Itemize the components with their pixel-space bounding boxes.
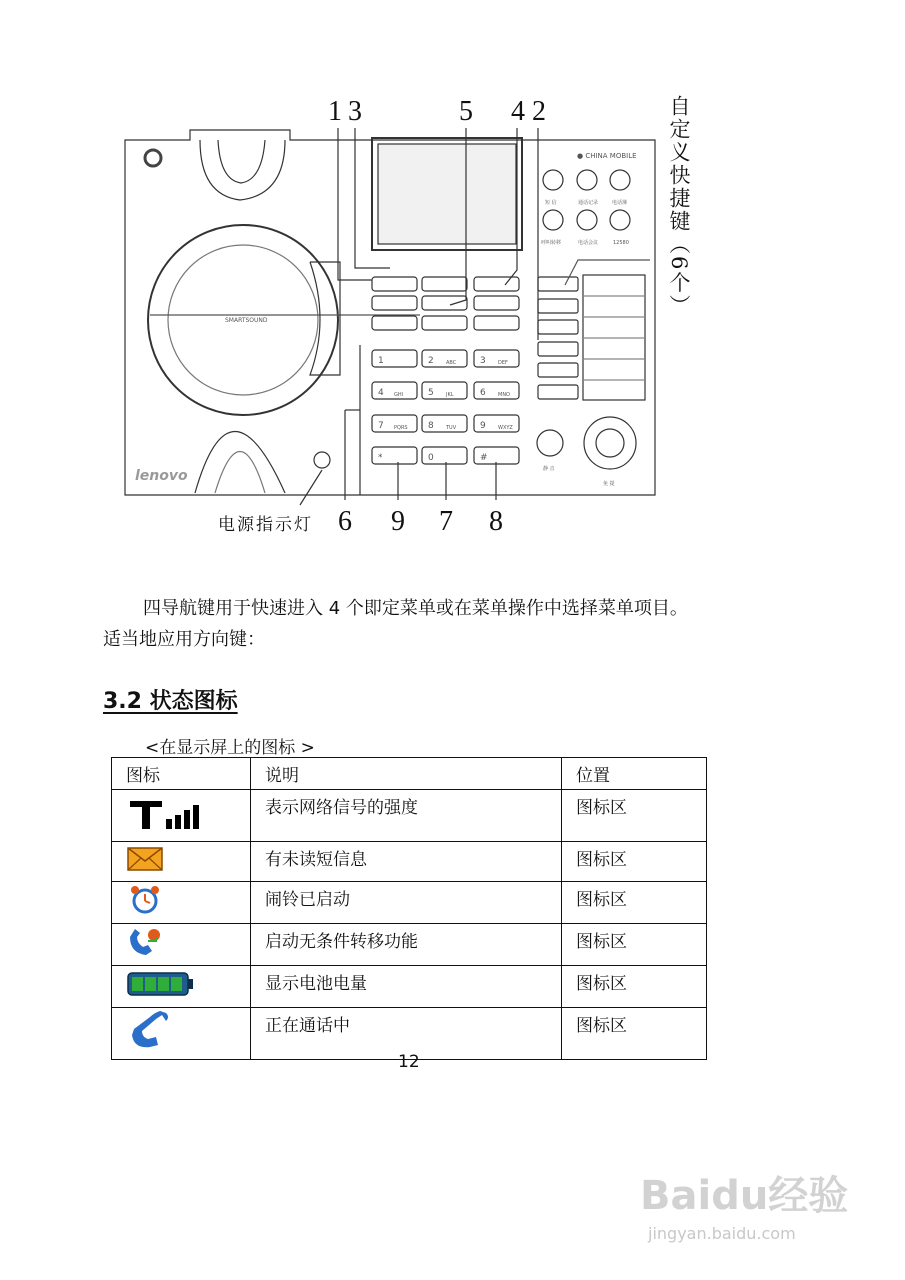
row-location: 图标区 [562, 924, 707, 966]
svg-text:JKL: JKL [446, 392, 454, 398]
svg-text:1: 1 [378, 356, 384, 366]
svg-text:WXYZ: WXYZ [498, 425, 513, 431]
row-description: 闹铃已启动 [251, 882, 562, 924]
svg-text:呼叫转移: 呼叫转移 [541, 240, 562, 246]
signal-strength-icon [126, 793, 206, 833]
svg-text:6: 6 [480, 388, 486, 398]
battery-icon [126, 969, 196, 999]
row-location: 图标区 [562, 882, 707, 924]
svg-text:ABC: ABC [446, 360, 457, 366]
table-caption: <在显示屏上的图标 > [145, 738, 315, 758]
in-call-icon [126, 1011, 176, 1051]
svg-text:lenovo: lenovo [135, 468, 188, 484]
row-description: 有未读短信息 [251, 842, 562, 882]
table-row [112, 882, 707, 924]
table-row [112, 924, 707, 966]
custom-shortcut-label: 自定义快捷键（6个） [667, 95, 691, 318]
header-description: 说明 [251, 758, 562, 790]
svg-text:通话记录: 通话记录 [578, 200, 599, 206]
row-location: 图标区 [562, 1008, 707, 1060]
svg-text:TUV: TUV [446, 425, 457, 431]
svg-text:PQRS: PQRS [394, 425, 408, 431]
callout-8: 8 [489, 506, 503, 537]
callout-4: 4 [511, 96, 525, 127]
svg-text:电话会议: 电话会议 [578, 240, 599, 246]
svg-text:SMARTSOUND: SMARTSOUND [225, 317, 268, 324]
row-location: 图标区 [562, 790, 707, 842]
row-location: 图标区 [562, 842, 707, 882]
callout-7: 7 [439, 506, 453, 537]
alarm-clock-icon [126, 885, 166, 915]
header-location: 位置 [562, 758, 707, 790]
svg-text:0: 0 [428, 453, 434, 463]
svg-text:DEF: DEF [498, 360, 508, 366]
svg-text:电话簿: 电话簿 [612, 200, 628, 206]
svg-text:GHI: GHI [394, 392, 404, 398]
power-indicator-label: 电源指示灯 [218, 515, 313, 535]
svg-text:静 音: 静 音 [543, 466, 555, 472]
callout-6: 6 [338, 506, 352, 537]
watermark-url: jingyan.baidu.com [648, 1224, 796, 1243]
svg-text:MNO: MNO [498, 392, 510, 398]
status-icon-table [111, 757, 707, 1060]
section-heading: 3.2 状态图标 [103, 689, 238, 714]
row-description: 启动无条件转移功能 [251, 924, 562, 966]
svg-text:8: 8 [428, 421, 434, 431]
callout-9: 9 [391, 506, 405, 537]
callout-3: 3 [348, 96, 362, 127]
table-header-row [112, 758, 707, 790]
svg-text:5: 5 [428, 388, 434, 398]
header-icon: 图标 [112, 758, 251, 790]
watermark-main: Baidu经验 [640, 1173, 849, 1219]
unread-sms-icon [126, 845, 166, 873]
table-row [112, 842, 707, 882]
row-description: 表示网络信号的强度 [251, 790, 562, 842]
page-number: 12 [398, 1052, 420, 1072]
call-forward-icon [126, 927, 166, 957]
callout-2: 2 [532, 96, 546, 127]
svg-text:短 信: 短 信 [545, 200, 557, 206]
callout-5: 5 [459, 96, 473, 127]
row-location: 图标区 [562, 966, 707, 1008]
row-description: 显示电池电量 [251, 966, 562, 1008]
table-row [112, 790, 707, 842]
svg-text:● CHINA MOBILE: ● CHINA MOBILE [577, 152, 637, 160]
row-description: 正在通话中 [251, 1008, 562, 1060]
svg-text:4: 4 [378, 388, 384, 398]
svg-text:7: 7 [378, 421, 384, 431]
svg-text:3: 3 [480, 356, 486, 366]
svg-text:2: 2 [428, 356, 434, 366]
svg-text:9: 9 [480, 421, 486, 431]
table-row [112, 966, 707, 1008]
nav-key-paragraph: 四导航键用于快速进入 4 个即定菜单或在菜单操作中选择菜单项目。适当地应用方向键： [103, 598, 688, 650]
svg-text:*: * [378, 453, 383, 463]
baidu-watermark [640, 1150, 880, 1260]
callout-1: 1 [328, 96, 342, 127]
svg-text:12580: 12580 [613, 240, 629, 246]
svg-text:#: # [480, 453, 488, 463]
phone-diagram [0, 0, 905, 560]
svg-text:免 提: 免 提 [603, 481, 615, 487]
